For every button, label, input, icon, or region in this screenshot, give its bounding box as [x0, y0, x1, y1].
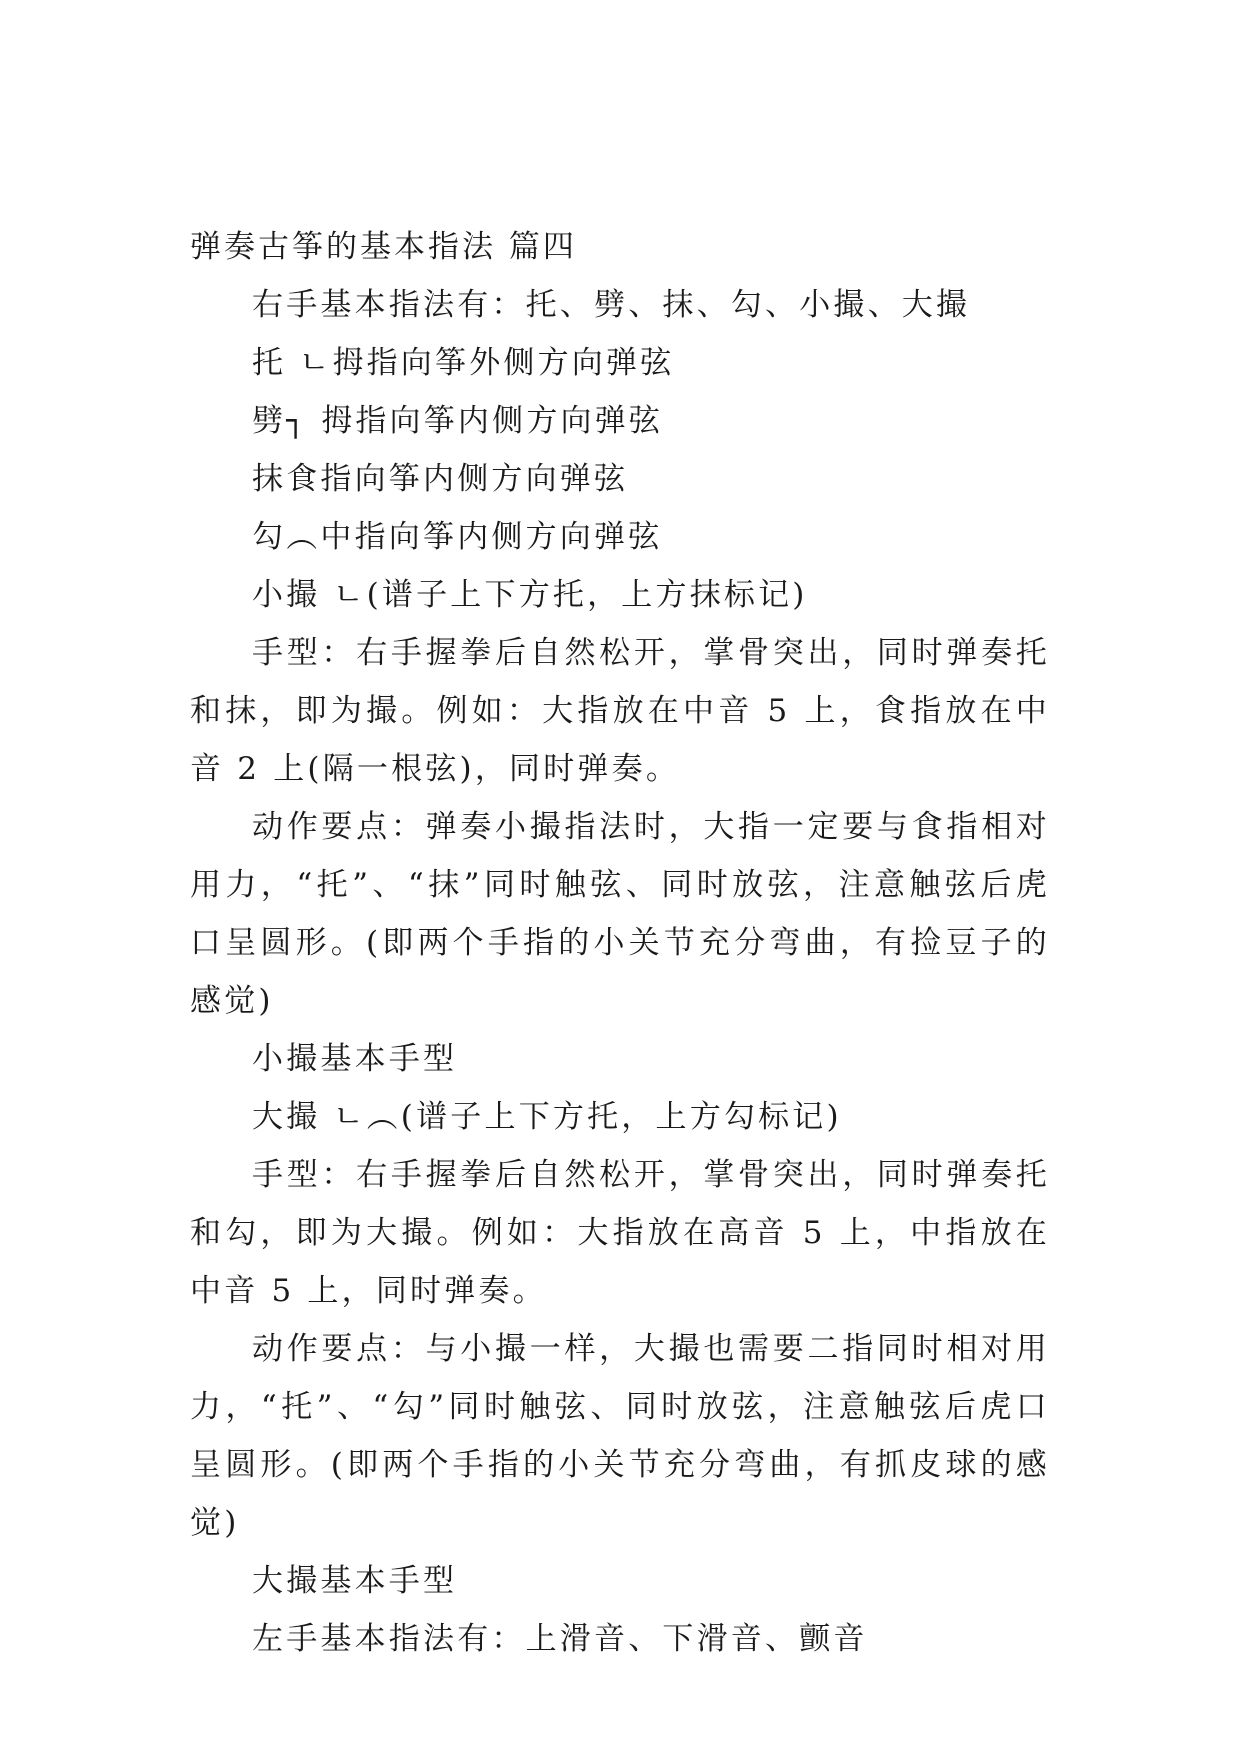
paragraph-right-hand-techniques: 右手基本指法有：托、劈、抹、勾、小撮、大撮 — [252, 287, 971, 323]
paragraph-dacuo-hand-shape: 手型：右手握拳后自然松开，掌骨突出，同时弹奏托和勾，即为大撮。例如：大指放在高音 5 上，中指放在中音 5 上，同时弹奏。 — [190, 1157, 1050, 1309]
document-page — [190, 218, 1050, 1668]
paragraph-pi: 劈┐ 拇指向筝内侧方向弹弦 — [252, 403, 664, 439]
paragraph-xiaocuo-key-points: 动作要点：弹奏小撮指法时，大指一定要与食指相对用力，“托”、“抹”同时触弦、同时放弦，注意触弦后虎口呈圆形。(即两个手指的小关节充分弯曲，有捡豆子的感觉) — [190, 809, 1050, 1019]
paragraph-xiaocuo-basic-shape: 小撮基本手型 — [252, 1041, 458, 1077]
paragraph-xiaocuo-hand-shape: 手型：右手握拳后自然松开，掌骨突出，同时弹奏托和抹，即为撮。例如：大指放在中音 5 上，食指放在中音 2 上(隔一根弦)，同时弹奏。 — [190, 635, 1050, 787]
paragraph-xiaocuo: 小撮 ㄴ(谱子上下方托，上方抹标记) — [252, 577, 808, 613]
paragraph-dacuo-basic-shape: 大撮基本手型 — [252, 1563, 458, 1599]
paragraph-dacuo: 大撮 ㄴ︵(谱子上下方托，上方勾标记) — [252, 1099, 842, 1135]
paragraph-dacuo-key-points: 动作要点：与小撮一样，大撮也需要二指同时相对用力，“托”、“勾”同时触弦、同时放弦，注意触弦后虎口呈圆形。(即两个手指的小关节充分弯曲，有抓皮球的感觉) — [190, 1331, 1050, 1541]
paragraph-tuo: 托 ㄴ拇指向筝外侧方向弹弦 — [252, 345, 675, 381]
paragraph-gou: 勾︵中指向筝内侧方向弹弦 — [252, 519, 663, 555]
paragraph-mo: 抹食指向筝内侧方向弹弦 — [252, 461, 629, 497]
document-title: 弹奏古筝的基本指法 篇四 — [190, 229, 577, 265]
paragraph-left-hand-techniques: 左手基本指法有：上滑音、下滑音、颤音 — [252, 1621, 868, 1657]
